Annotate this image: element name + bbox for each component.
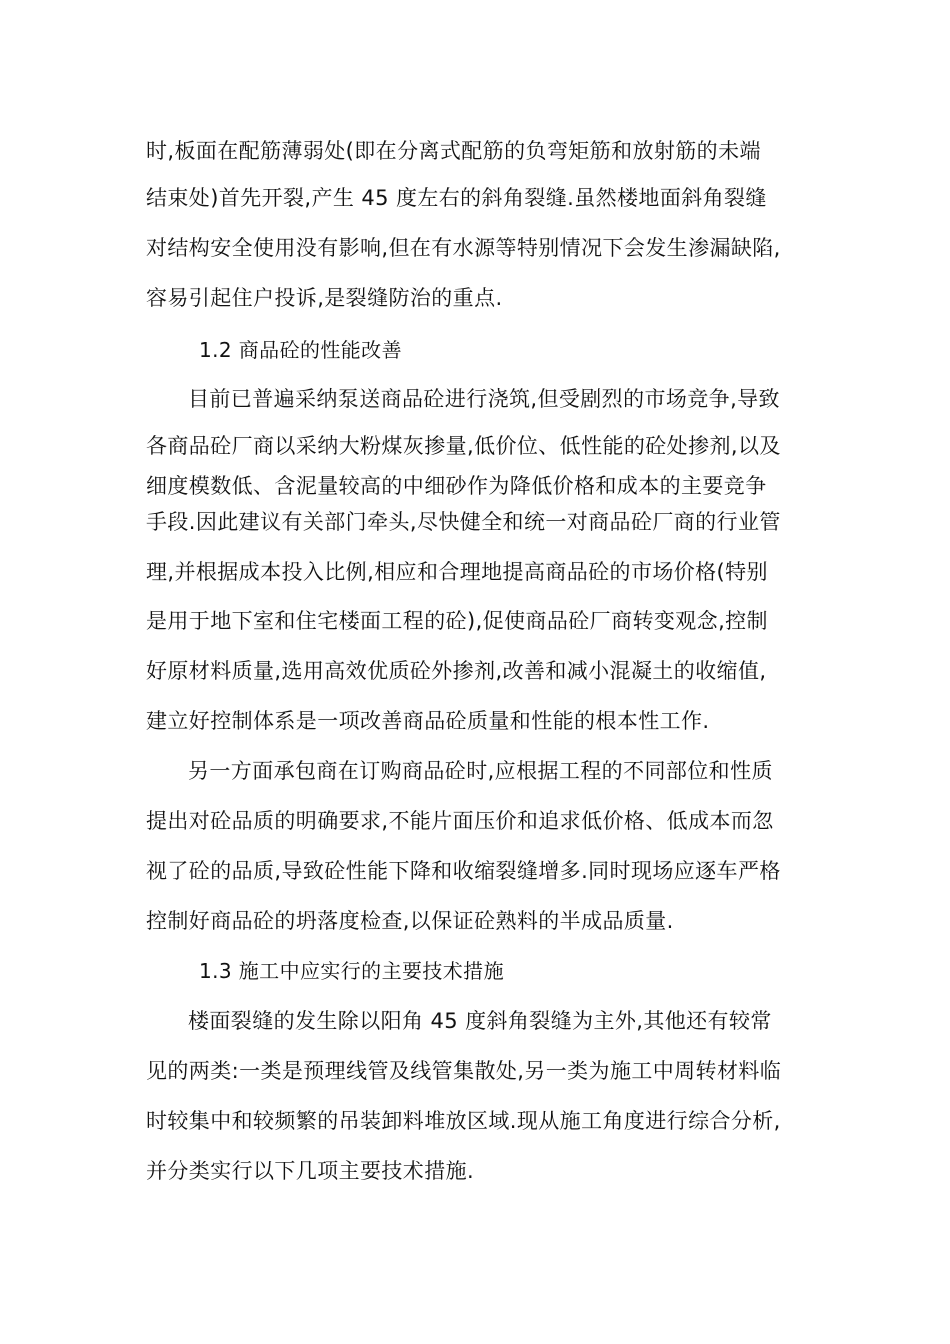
paragraph-line: 建立好控制体系是一项改善商品砼质量和性能的根本性工作. [146,709,710,733]
paragraph-line: 是用于地下室和住宅楼面工程的砼),促使商品砼厂商转变观念,控制 [146,609,768,633]
paragraph-line: 目前已普遍采纳泵送商品砼进行浇筑,但受剧烈的市场竞争,导致 [188,387,780,411]
paragraph-line: 各商品砼厂商以采纳大粉煤灰掺量,低价位、低性能的砼处掺剂,以及 [146,434,781,458]
paragraph-line: 理,并根据成本投入比例,相应和合理地提高商品砼的市场价格(特别 [146,560,768,584]
paragraph-line: 提出对砼品质的明确要求,不能片面压价和追求低价格、低成本而忽 [146,809,774,833]
paragraph-line: 对结构安全使用没有影响,但在有水源等特别情况下会发生渗漏缺陷, [146,236,781,260]
paragraph-line: 视了砼的品质,导致砼性能下降和收缩裂缝增多.同时现场应逐车严格 [146,859,781,883]
paragraph-line: 时,板面在配筋薄弱处(即在分离式配筋的负弯矩筋和放射筋的未端 [146,139,761,163]
paragraph-line: 容易引起住户投诉,是裂缝防治的重点. [146,286,503,310]
paragraph-line: 见的两类:一类是预理线管及线管集散处,另一类为施工中周转材料临 [146,1059,782,1083]
paragraph-line: 结束处)首先开裂,产生 45 度左右的斜角裂缝.虽然楼地面斜角裂缝 [146,186,767,210]
paragraph-line: 时较集中和较频繁的吊装卸料堆放区域.现从施工角度进行综合分析, [146,1109,781,1133]
paragraph-line: 楼面裂缝的发生除以阳角 45 度斜角裂缝为主外,其他还有较常 [188,1009,772,1033]
section-heading-1-3: 1.3 施工中应实行的主要技术措施 [199,959,504,983]
paragraph-line: 并分类实行以下几项主要技术措施. [146,1159,475,1183]
section-heading-1-2: 1.2 商品砼的性能改善 [199,338,402,362]
paragraph-line: 另一方面承包商在订购商品砼时,应根据工程的不同部位和性质 [188,759,773,783]
paragraph-line: 好原材料质量,选用高效优质砼外掺剂,改善和减小混凝土的收缩值, [146,659,767,683]
paragraph-line: 控制好商品砼的坍落度检查,以保证砼熟料的半成品质量. [146,909,674,933]
paragraph-line: 细度模数低、含泥量较高的中细砂作为降低价格和成本的主要竞争 [146,474,767,498]
paragraph-line: 手段.因此建议有关部门牵头,尽快健全和统一对商品砼厂商的行业管 [146,510,781,534]
